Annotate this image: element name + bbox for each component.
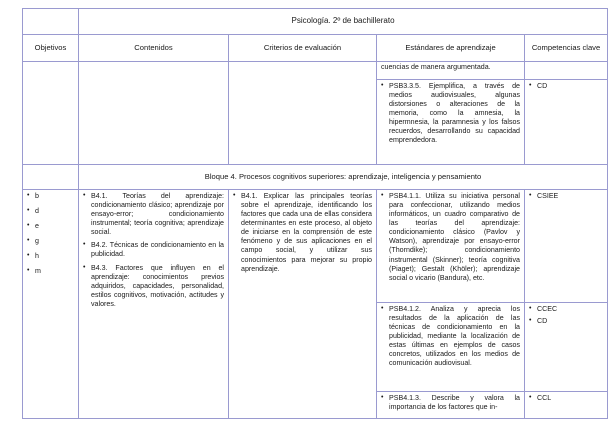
prev-comp-cell — [525, 62, 608, 80]
comp-psb411-cell — [525, 190, 608, 303]
competencia-cd: • CD — [529, 82, 603, 91]
standard-psb413-cell — [377, 392, 525, 419]
contenido-b4-1: • B4.1. Teorías del aprendizaje: condicionamiento clásico; aprendizaje por ensayo-error; condicionamiento instrumental; teoría cognitiva; aprendizaje social. — [83, 192, 224, 237]
objetivos-cell — [23, 190, 79, 419]
standard-psb412-cell — [377, 303, 525, 392]
competencia-ccec: • CCEC — [529, 305, 603, 314]
objetivo-item: • e — [27, 222, 74, 231]
criterios-cell — [229, 190, 377, 419]
comp-psb413-cell — [525, 392, 608, 419]
standard-psb412: • PSB4.1.2. Analiza y aprecia los resultados de la aplicación de las técnicas de condicionamiento en la publicidad, mediante la localización de estas últimas en ejemplos de casos concretos, utilizados en los medios de comunicación audiovisual. — [381, 305, 520, 369]
header-objetivos: Objetivos — [23, 35, 79, 62]
header-estandares: Estándares de aprendizaje — [377, 35, 525, 62]
standard-psb335: • PSB3.3.5. Ejemplifica, a través de medios audiovisuales, algunas distorsiones o alteraciones de la memoria, como la amnesia, la hipermnesia, la paramnesia y los falsos recuerdos, desarrollando su capacidad emprendedora. — [381, 82, 520, 146]
comp-psb335-cell — [525, 80, 608, 165]
prev-criterios-cell — [229, 62, 377, 165]
block4-heading: Bloque 4. Procesos cognitivos superiores: aprendizaje, inteligencia y pensamiento — [79, 165, 608, 190]
competencia-csiee: • CSIEE — [529, 192, 603, 201]
header-criterios: Criterios de evaluación — [229, 35, 377, 62]
standard-tail: cuencias de manera argumentada. — [377, 62, 525, 80]
objetivo-item: • m — [27, 267, 74, 276]
header-contenidos: Contenidos — [79, 35, 229, 62]
competencia-cd-2: • CD — [529, 317, 603, 326]
objetivo-item: • d — [27, 207, 74, 216]
contenido-b4-2: • B4.2. Técnicas de condicionamiento en la publicidad. — [83, 241, 224, 259]
objetivo-item: • b — [27, 192, 74, 201]
block-heading-spacer — [23, 165, 79, 190]
curriculum-table — [22, 8, 608, 419]
prev-objetivos-cell — [23, 62, 79, 165]
contenidos-cell — [79, 190, 229, 419]
contenido-b4-3: • B4.3. Factores que influyen en el aprendizaje: conocimientos previos adquiridos, capacidades, personalidad, estilos cognitivos, motivación, actitudes y valores. — [83, 264, 224, 309]
comp-psb412-cell — [525, 303, 608, 392]
standard-psb335-cell — [377, 80, 525, 165]
standard-psb413: • PSB4.1.3. Describe y valora la importancia de los factores que in- — [381, 394, 520, 412]
objetivo-item: • h — [27, 252, 74, 261]
standard-psb411-cell — [377, 190, 525, 303]
header-competencias: Competencias clave — [525, 35, 608, 62]
prev-contenidos-cell — [79, 62, 229, 165]
standard-psb411: • PSB4.1.1. Utiliza su iniciativa personal para confeccionar, utilizando medios informáticos, un cuadro comparativo de las teorías del aprendizaje: condicionamiento clásico (Pavlov y Watson), aprendizaje por ensayo-error (Thorndike); condicionamiento instrumental (Skinner); teoría cognitiva (Piaget); Gestalt (Khöler); aprendizaje social o vicario (Bandura), etc. — [381, 192, 520, 283]
table-title: Psicología. 2º de bachillerato — [79, 9, 608, 35]
title-spacer — [23, 9, 79, 35]
objetivo-item: • g — [27, 237, 74, 246]
competencia-ccl: • CCL — [529, 394, 603, 403]
criterio-b4-1: • B4.1. Explicar las principales teorías sobre el aprendizaje, identificando los factores que cada una de ellas considera determinantes en este proceso, al objeto de iniciarse en la comprensión de este fenómeno y de sus aplicaciones en el campo social, y utilizar sus conocimientos para mejorar su propio aprendizaje. — [233, 192, 372, 274]
